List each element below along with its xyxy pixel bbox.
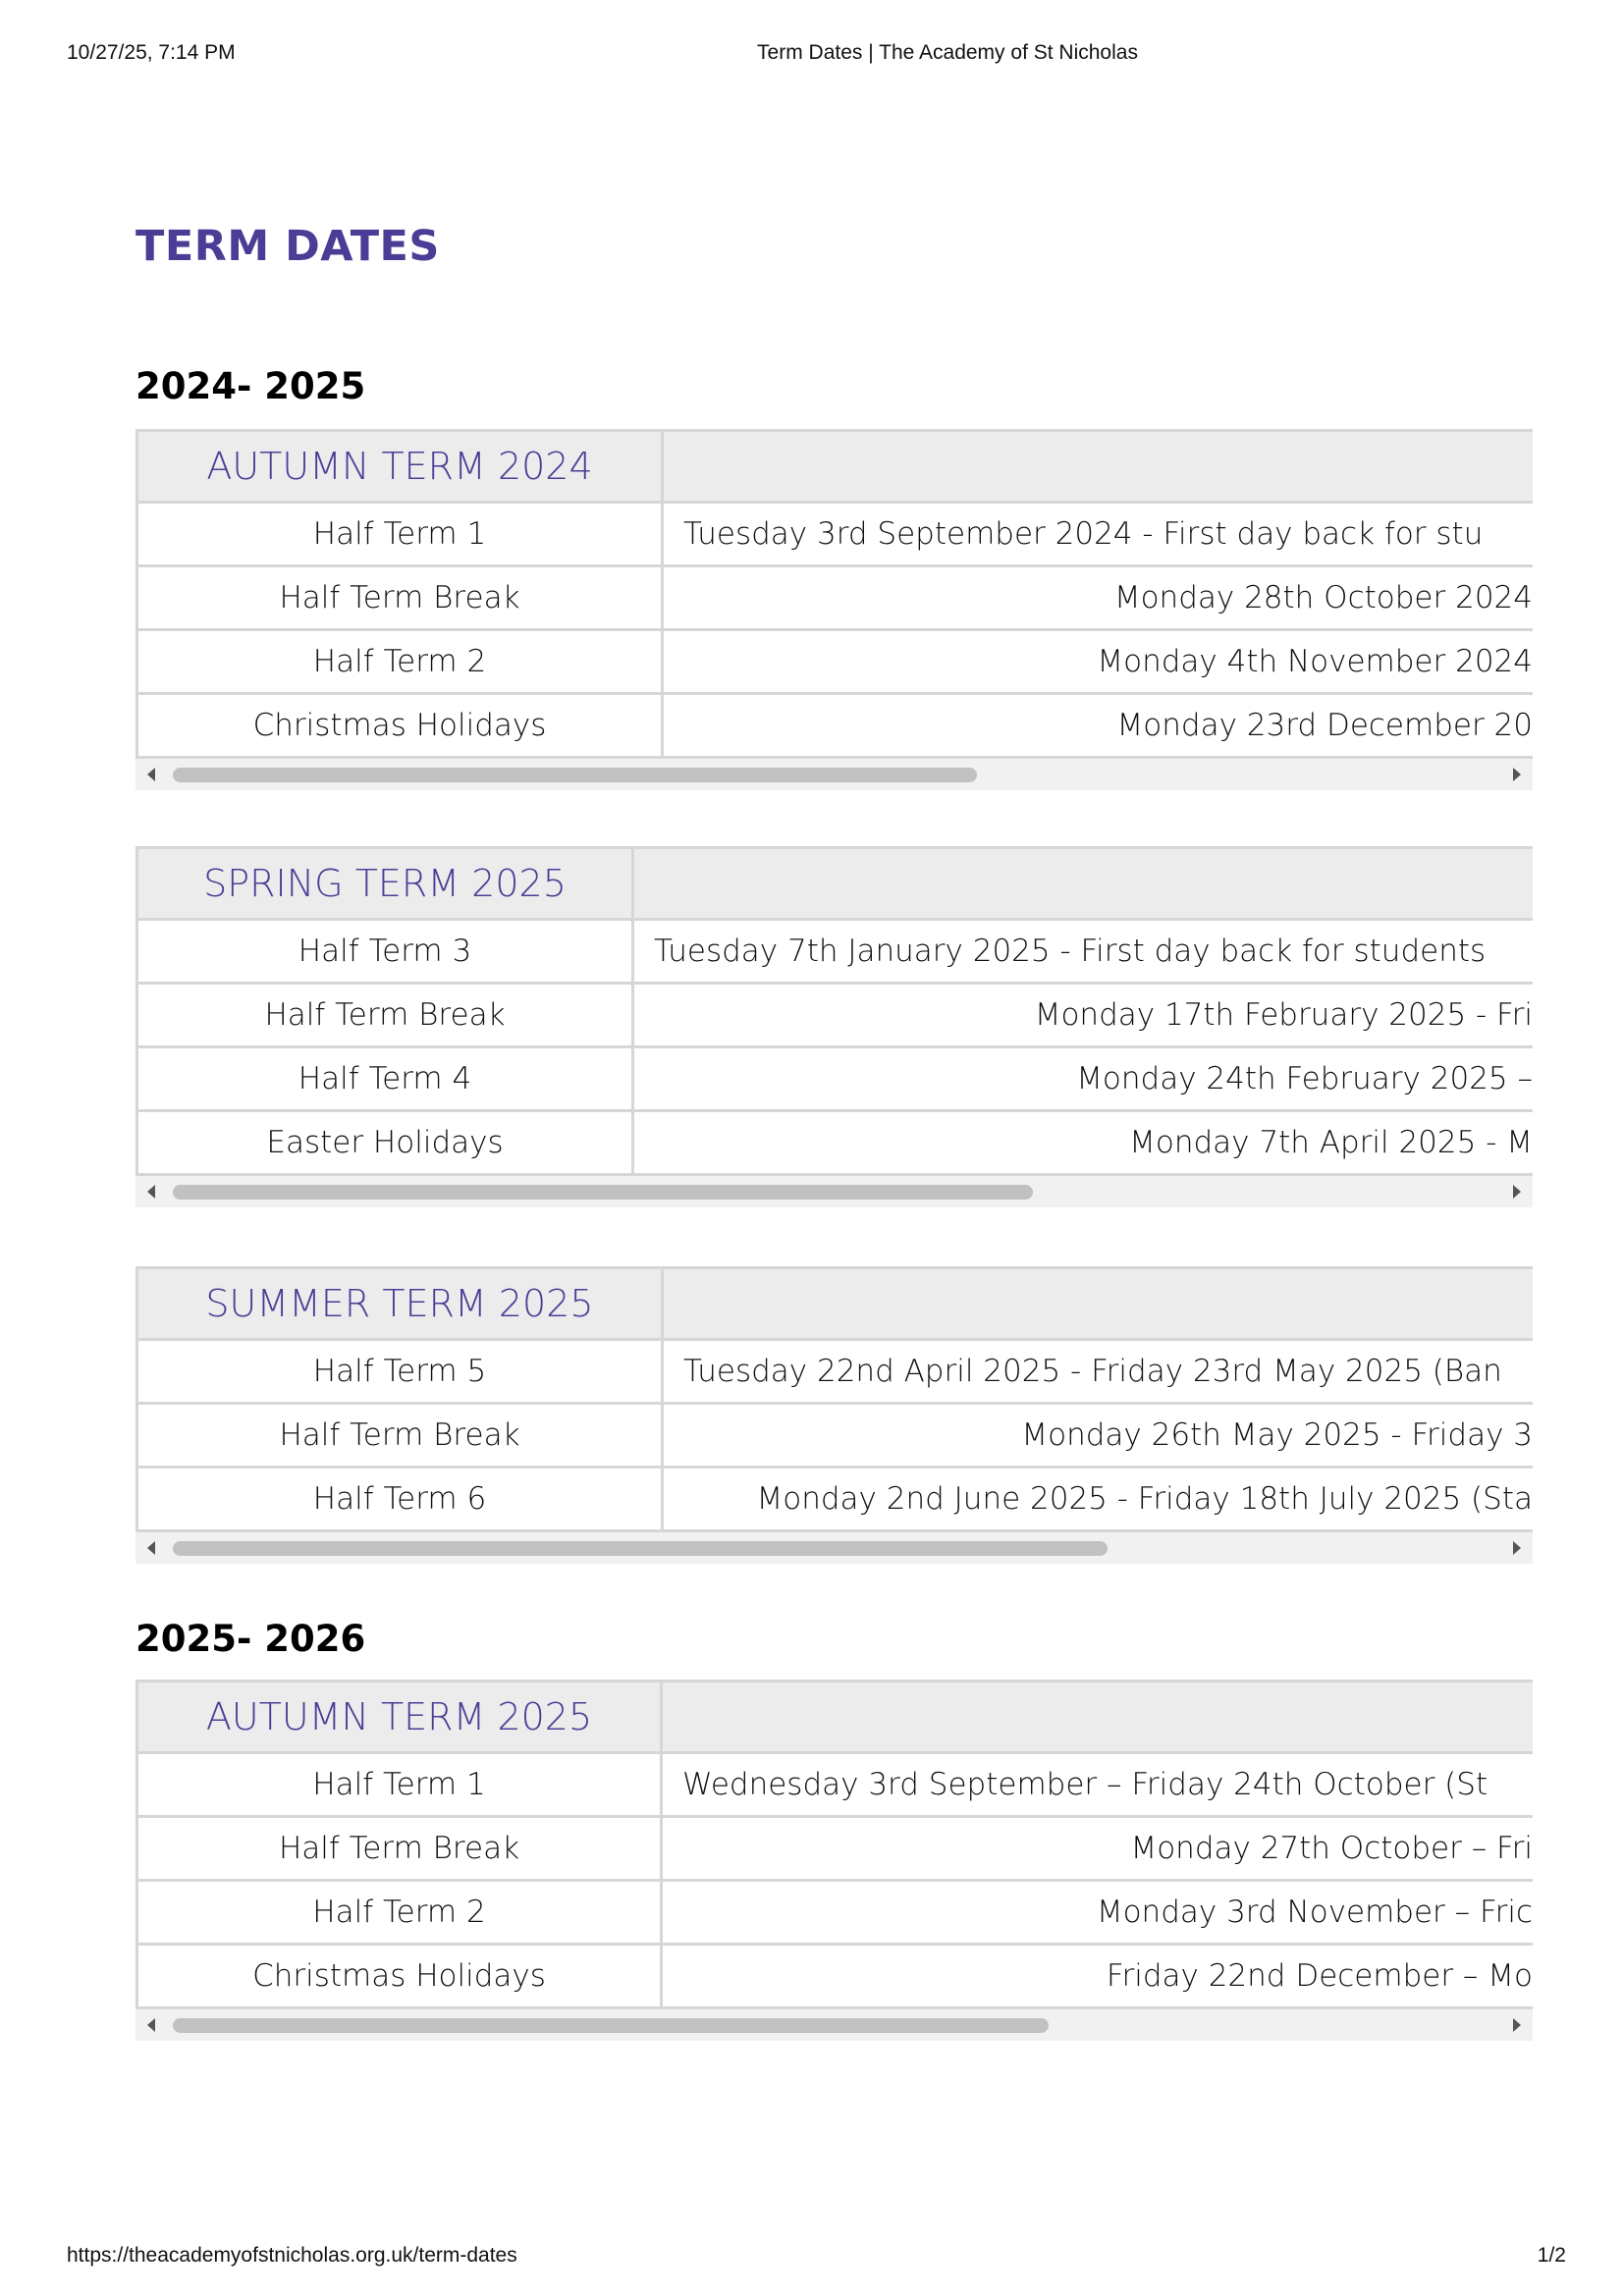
- table-row: [135, 1818, 1533, 1882]
- term-table: [135, 429, 1533, 790]
- table-row: [135, 1341, 1533, 1405]
- print-page-number: 1/2: [1537, 2244, 1566, 2267]
- term-title: SUMMER TERM 2025: [138, 1269, 664, 1338]
- period-name: Half Term 1: [138, 504, 664, 564]
- period-dates: Wednesday 3rd September – Friday 24th October (St: [682, 1767, 1488, 1802]
- table-row: [135, 1754, 1533, 1818]
- period-dates: Tuesday 3rd September 2024 - First day back for stu: [683, 516, 1484, 552]
- period-name: Half Term 6: [138, 1468, 664, 1529]
- scroll-right-arrow-icon[interactable]: [1513, 768, 1521, 781]
- period-dates: Monday 17th February 2025 - Fri: [1034, 997, 1533, 1033]
- period-dates: Tuesday 22nd April 2025 - Friday 23rd May 2025 (Ban: [683, 1354, 1502, 1389]
- table-row: [135, 567, 1533, 631]
- period-dates: Tuesday 7th January 2025 - First day back for students: [654, 934, 1487, 969]
- header-empty-cell: [663, 1682, 1533, 1751]
- table-row: [135, 985, 1533, 1048]
- term-table-header: [135, 1266, 1533, 1341]
- period-name: Half Term 2: [138, 631, 664, 692]
- header-empty-cell: [664, 1269, 1533, 1338]
- period-name: Christmas Holidays: [138, 1946, 663, 2006]
- horizontal-scrollbar[interactable]: [135, 1532, 1533, 1564]
- term-title: AUTUMN TERM 2025: [138, 1682, 663, 1751]
- term-table: [135, 846, 1533, 1207]
- print-page-title: Term Dates | The Academy of St Nicholas: [757, 41, 1138, 64]
- scroll-right-arrow-icon[interactable]: [1513, 1185, 1521, 1199]
- header-empty-cell: [664, 432, 1533, 501]
- table-row: [135, 1112, 1533, 1176]
- period-name: Half Term 1: [138, 1754, 663, 1815]
- scrollbar-thumb[interactable]: [173, 1541, 1108, 1556]
- scrollbar-thumb[interactable]: [173, 1185, 1033, 1200]
- print-datetime: 10/27/25, 7:14 PM: [67, 41, 236, 64]
- table-row: [135, 695, 1533, 759]
- period-name: Easter Holidays: [138, 1112, 634, 1173]
- period-dates: Friday 22nd December – Mo: [1106, 1958, 1533, 1994]
- period-dates: Monday 3rd November – Fric: [1096, 1895, 1533, 1930]
- table-row: [135, 1946, 1533, 2009]
- scroll-right-arrow-icon[interactable]: [1513, 1541, 1521, 1555]
- scroll-left-arrow-icon[interactable]: [147, 768, 155, 781]
- period-name: Half Term Break: [138, 567, 664, 628]
- period-name: Christmas Holidays: [138, 695, 664, 756]
- year-heading: 2024- 2025: [135, 365, 366, 407]
- term-title: AUTUMN TERM 2024: [138, 432, 664, 501]
- page-title: TERM DATES: [135, 222, 440, 271]
- scroll-right-arrow-icon[interactable]: [1513, 2018, 1521, 2032]
- period-name: Half Term Break: [138, 1818, 663, 1879]
- table-row: [135, 1405, 1533, 1468]
- period-name: Half Term Break: [138, 1405, 664, 1466]
- table-row: [135, 1882, 1533, 1946]
- period-dates: Monday 23rd December 20: [1116, 708, 1533, 743]
- term-table-header: [135, 1680, 1533, 1754]
- period-name: Half Term Break: [138, 985, 634, 1045]
- period-name: Half Term 2: [138, 1882, 663, 1943]
- horizontal-scrollbar[interactable]: [135, 759, 1533, 790]
- period-name: Half Term 5: [138, 1341, 664, 1402]
- period-dates: Monday 7th April 2025 - M: [1129, 1125, 1533, 1160]
- table-row: [135, 1468, 1533, 1532]
- scroll-left-arrow-icon[interactable]: [147, 2018, 155, 2032]
- header-empty-cell: [634, 849, 1533, 918]
- period-name: Half Term 4: [138, 1048, 634, 1109]
- period-dates: Monday 4th November 2024: [1097, 644, 1533, 679]
- scrollbar-thumb[interactable]: [173, 2018, 1049, 2033]
- horizontal-scrollbar[interactable]: [135, 1176, 1533, 1207]
- scroll-left-arrow-icon[interactable]: [147, 1541, 155, 1555]
- scroll-left-arrow-icon[interactable]: [147, 1185, 155, 1199]
- period-dates: Monday 28th October 2024: [1113, 580, 1533, 615]
- table-row: [135, 1048, 1533, 1112]
- table-row: [135, 504, 1533, 567]
- term-table-header: [135, 846, 1533, 921]
- horizontal-scrollbar[interactable]: [135, 2009, 1533, 2041]
- print-url: https://theacademyofstnicholas.org.uk/term-dates: [67, 2244, 517, 2267]
- table-row: [135, 921, 1533, 985]
- period-dates: Monday 26th May 2025 - Friday 3: [1021, 1417, 1533, 1453]
- table-row: [135, 631, 1533, 695]
- term-table: [135, 1266, 1533, 1564]
- year-heading: 2025- 2026: [135, 1618, 366, 1660]
- scrollbar-thumb[interactable]: [173, 768, 977, 782]
- term-table: [135, 1680, 1533, 2041]
- period-dates: Monday 2nd June 2025 - Friday 18th July 2025 (Sta: [756, 1481, 1533, 1517]
- period-dates: Monday 24th February 2025 –: [1076, 1061, 1533, 1096]
- term-title: SPRING TERM 2025: [138, 849, 634, 918]
- term-table-header: [135, 429, 1533, 504]
- period-name: Half Term 3: [138, 921, 634, 982]
- period-dates: Monday 27th October – Fri: [1130, 1831, 1533, 1866]
